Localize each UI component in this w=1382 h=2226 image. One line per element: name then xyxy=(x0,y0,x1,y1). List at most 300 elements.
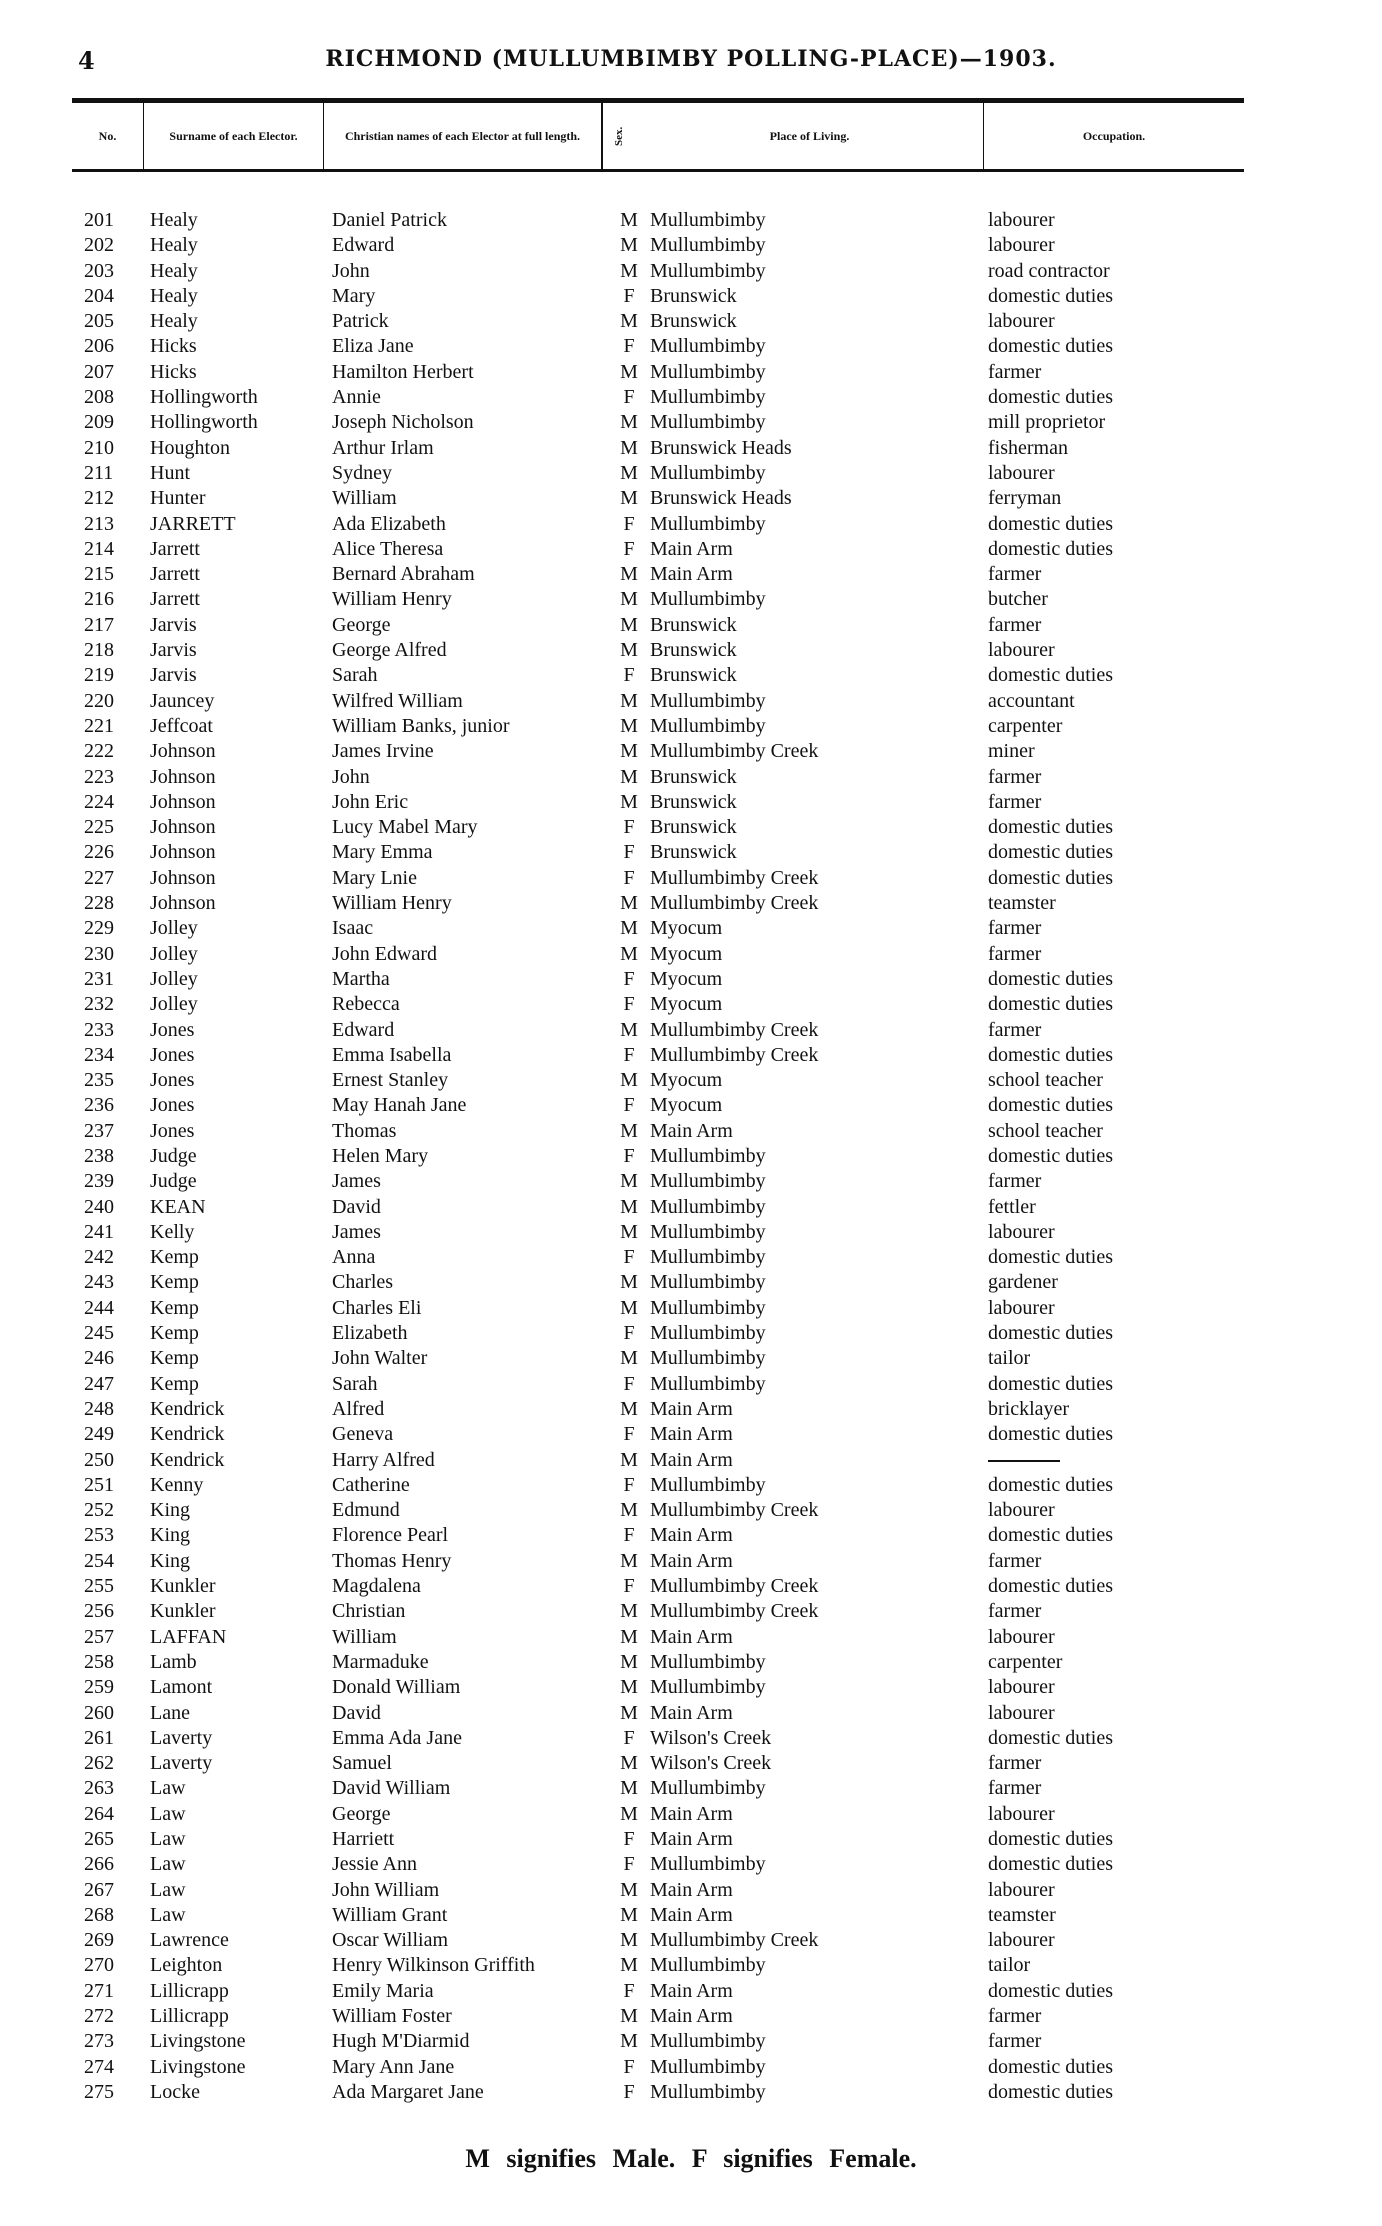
elector-number: 205 xyxy=(84,310,114,333)
elector-place: Wilson's Creek xyxy=(650,1726,772,1749)
elector-surname: Jolley xyxy=(150,993,198,1016)
elector-christian-names: Emma Ada Jane xyxy=(332,1726,462,1749)
elector-surname: Healy xyxy=(150,284,198,307)
elector-surname: Johnson xyxy=(150,816,216,839)
elector-occupation: farmer xyxy=(988,563,1042,586)
elector-christian-names: George xyxy=(332,613,391,636)
elector-occupation: labourer xyxy=(988,1676,1055,1699)
elector-sex: M xyxy=(620,1903,638,1926)
elector-surname: Lamont xyxy=(150,1676,213,1699)
elector-occupation: farmer xyxy=(988,790,1042,813)
elector-christian-names: Oscar William xyxy=(332,1929,449,1952)
elector-sex: M xyxy=(620,1018,638,1041)
elector-number: 226 xyxy=(84,841,114,864)
elector-row xyxy=(0,689,1382,714)
elector-surname: Law xyxy=(150,1802,186,1825)
elector-number: 210 xyxy=(84,436,114,459)
elector-sex: M xyxy=(620,714,638,737)
elector-sex: M xyxy=(620,1650,638,1673)
elector-sex: F xyxy=(623,1372,635,1395)
elector-place: Mullumbimby xyxy=(650,689,766,712)
elector-place: Mullumbimby xyxy=(650,1170,766,1193)
elector-christian-names: George Alfred xyxy=(332,639,447,662)
elector-sex: F xyxy=(623,537,635,560)
elector-surname: Judge xyxy=(150,1144,197,1167)
elector-row xyxy=(0,1346,1382,1371)
elector-number: 222 xyxy=(84,740,114,763)
elector-occupation: domestic duties xyxy=(988,1246,1113,1269)
elector-row xyxy=(0,1878,1382,1903)
elector-place: Main Arm xyxy=(650,1423,733,1446)
elector-row xyxy=(0,309,1382,334)
elector-christian-names: Harry Alfred xyxy=(332,1448,435,1471)
elector-occupation: farmer xyxy=(988,942,1042,965)
elector-row xyxy=(0,208,1382,233)
elector-row xyxy=(0,1523,1382,1548)
elector-number: 225 xyxy=(84,816,114,839)
elector-christian-names: Daniel Patrick xyxy=(332,209,447,231)
elector-christian-names: George xyxy=(332,1802,391,1825)
elector-place: Main Arm xyxy=(650,537,733,560)
elector-occupation: farmer xyxy=(988,360,1042,383)
elector-place: Mullumbimby xyxy=(650,1372,766,1395)
elector-surname: Jolley xyxy=(150,917,198,940)
elector-number: 250 xyxy=(84,1448,114,1471)
elector-place: Brunswick xyxy=(650,841,737,864)
elector-number: 227 xyxy=(84,866,114,889)
elector-row xyxy=(0,1802,1382,1827)
elector-christian-names: Ada Elizabeth xyxy=(332,512,446,535)
elector-row xyxy=(0,1422,1382,1447)
elector-number: 255 xyxy=(84,1575,114,1598)
elector-place: Main Arm xyxy=(650,1448,733,1471)
elector-occupation: labourer xyxy=(988,209,1055,231)
elector-occupation: domestic duties xyxy=(988,1043,1113,1066)
page-title: RICHMOND (MULLUMBIMBY POLLING-PLACE)—1903. xyxy=(325,46,1057,72)
elector-surname: Johnson xyxy=(150,892,216,915)
elector-row xyxy=(0,410,1382,435)
elector-number: 253 xyxy=(84,1524,114,1547)
elector-number: 203 xyxy=(84,259,114,282)
elector-place: Main Arm xyxy=(650,1828,733,1850)
elector-christian-names: Wilfred William xyxy=(332,689,463,712)
elector-number: 258 xyxy=(84,1650,114,1673)
elector-row xyxy=(0,815,1382,840)
elector-sex: M xyxy=(620,1271,638,1294)
elector-surname: Hollingworth xyxy=(150,386,258,409)
elector-christian-names: Annie xyxy=(332,386,381,409)
elector-sex: M xyxy=(620,2005,638,2028)
elector-row xyxy=(0,790,1382,815)
elector-row xyxy=(0,587,1382,612)
elector-surname: Kemp xyxy=(150,1271,199,1294)
elector-surname: Lane xyxy=(150,1701,190,1724)
elector-occupation: domestic duties xyxy=(988,1828,1113,1850)
elector-christian-names: Geneva xyxy=(332,1423,394,1446)
elector-place: Mullumbimby xyxy=(650,335,766,358)
elector-sex: M xyxy=(620,613,638,636)
elector-surname: Jarrett xyxy=(150,588,200,611)
elector-place: Main Arm xyxy=(650,563,733,586)
elector-occupation: school teacher xyxy=(988,1069,1103,1092)
elector-occupation: farmer xyxy=(988,1018,1042,1041)
elector-place: Mullumbimby xyxy=(650,2055,766,2078)
elector-sex: M xyxy=(620,461,638,484)
elector-number: 265 xyxy=(84,1828,114,1850)
elector-place: Mullumbimby Creek xyxy=(650,866,819,889)
elector-row xyxy=(0,638,1382,663)
column-header-sex: Sex. xyxy=(602,103,636,169)
elector-occupation: domestic duties xyxy=(988,1423,1113,1446)
elector-sex: M xyxy=(620,563,638,586)
elector-number: 208 xyxy=(84,386,114,409)
elector-place: Mullumbimby xyxy=(650,2030,766,2053)
blank-occupation-rule xyxy=(988,1460,1060,1462)
elector-surname: JARRETT xyxy=(150,512,236,535)
elector-christian-names: John Walter xyxy=(332,1347,428,1370)
elector-number: 246 xyxy=(84,1347,114,1370)
elector-christian-names: Hugh M'Diarmid xyxy=(332,2030,470,2053)
elector-sex: M xyxy=(620,436,638,459)
elector-occupation: farmer xyxy=(988,2030,1042,2053)
elector-number: 261 xyxy=(84,1726,114,1749)
elector-row xyxy=(0,967,1382,992)
elector-number: 272 xyxy=(84,2005,114,2028)
elector-surname: Kendrick xyxy=(150,1423,225,1446)
elector-surname: Kelly xyxy=(150,1220,195,1243)
elector-place: Main Arm xyxy=(650,1524,733,1547)
elector-surname: Law xyxy=(150,1828,186,1850)
elector-place: Wilson's Creek xyxy=(650,1752,772,1775)
elector-place: Mullumbimby Creek xyxy=(650,1575,819,1598)
elector-number: 224 xyxy=(84,790,114,813)
elector-occupation: labourer xyxy=(988,1802,1055,1825)
elector-number: 213 xyxy=(84,512,114,535)
elector-christian-names: Eliza Jane xyxy=(332,335,414,358)
elector-occupation: domestic duties xyxy=(988,537,1113,560)
elector-number: 201 xyxy=(84,209,114,231)
elector-sex: M xyxy=(620,209,638,231)
elector-surname: Law xyxy=(150,1777,186,1800)
elector-row xyxy=(0,1498,1382,1523)
elector-christian-names: Samuel xyxy=(332,1752,392,1775)
elector-sex: F xyxy=(623,512,635,535)
elector-row xyxy=(0,1397,1382,1422)
elector-number: 236 xyxy=(84,1094,114,1117)
elector-surname: Jones xyxy=(150,1069,195,1092)
elector-christian-names: William Foster xyxy=(332,2005,452,2028)
elector-christian-names: Magdalena xyxy=(332,1575,421,1598)
elector-occupation: farmer xyxy=(988,1600,1042,1623)
elector-row xyxy=(0,360,1382,385)
elector-christian-names: Thomas Henry xyxy=(332,1549,452,1572)
elector-place: Brunswick xyxy=(650,284,737,307)
elector-occupation: teamster xyxy=(988,892,1056,915)
elector-row xyxy=(0,1726,1382,1751)
elector-number: 251 xyxy=(84,1473,114,1496)
elector-occupation: domestic duties xyxy=(988,841,1113,864)
elector-occupation: domestic duties xyxy=(988,866,1113,889)
elector-place: Mullumbimby xyxy=(650,1676,766,1699)
elector-row xyxy=(0,1018,1382,1043)
elector-place: Mullumbimby xyxy=(650,360,766,383)
elector-christian-names: Elizabeth xyxy=(332,1322,408,1345)
elector-surname: Kendrick xyxy=(150,1448,225,1471)
elector-row xyxy=(0,461,1382,486)
column-header-christian-names: Christian names of each Elector at full length. xyxy=(324,103,602,169)
elector-sex: M xyxy=(620,917,638,940)
elector-place: Myocum xyxy=(650,917,723,940)
elector-surname: Judge xyxy=(150,1170,197,1193)
elector-number: 242 xyxy=(84,1246,114,1269)
elector-row xyxy=(0,1119,1382,1144)
elector-surname: Livingstone xyxy=(150,2030,246,2053)
elector-christian-names: Florence Pearl xyxy=(332,1524,449,1547)
elector-row xyxy=(0,1270,1382,1295)
elector-place: Mullumbimby xyxy=(650,2080,766,2103)
elector-number: 218 xyxy=(84,639,114,662)
elector-row xyxy=(0,840,1382,865)
elector-place: Brunswick xyxy=(650,816,737,839)
elector-row xyxy=(0,866,1382,891)
elector-place: Mullumbimby Creek xyxy=(650,740,819,763)
elector-sex: F xyxy=(623,1473,635,1496)
elector-place: Main Arm xyxy=(650,1701,733,1724)
elector-number: 211 xyxy=(84,461,114,484)
elector-surname: Jarrett xyxy=(150,537,200,560)
elector-occupation: gardener xyxy=(988,1271,1058,1294)
elector-place: Mullumbimby xyxy=(650,1220,766,1243)
elector-christian-names: John William xyxy=(332,1878,440,1901)
elector-occupation: bricklayer xyxy=(988,1397,1070,1420)
elector-place: Main Arm xyxy=(650,1878,733,1901)
elector-occupation: butcher xyxy=(988,588,1048,611)
elector-number: 206 xyxy=(84,335,114,358)
elector-number: 202 xyxy=(84,234,114,257)
elector-number: 260 xyxy=(84,1701,114,1724)
elector-place: Mullumbimby xyxy=(650,714,766,737)
elector-surname: Kunkler xyxy=(150,1600,216,1623)
elector-place: Brunswick Heads xyxy=(650,487,792,510)
elector-place: Main Arm xyxy=(650,1119,733,1142)
elector-christian-names: Anna xyxy=(332,1246,376,1269)
elector-sex: M xyxy=(620,1549,638,1572)
elector-number: 243 xyxy=(84,1271,114,1294)
elector-christian-names: John Edward xyxy=(332,942,437,965)
elector-surname: Healy xyxy=(150,234,198,257)
elector-christian-names: Lucy Mabel Mary xyxy=(332,816,478,839)
elector-place: Myocum xyxy=(650,942,723,965)
elector-surname: Laverty xyxy=(150,1752,213,1775)
elector-surname: Jones xyxy=(150,1094,195,1117)
elector-number: 238 xyxy=(84,1144,114,1167)
elector-occupation: labourer xyxy=(988,234,1055,257)
elector-surname: Hollingworth xyxy=(150,411,258,434)
elector-number: 244 xyxy=(84,1296,114,1319)
elector-christian-names: May Hanah Jane xyxy=(332,1094,467,1117)
elector-row xyxy=(0,1903,1382,1928)
elector-number: 274 xyxy=(84,2055,114,2078)
elector-occupation: domestic duties xyxy=(988,1322,1113,1345)
elector-number: 271 xyxy=(84,1979,114,2002)
elector-christian-names: Mary Lnie xyxy=(332,866,417,889)
elector-sex: M xyxy=(620,2030,638,2053)
elector-surname: Johnson xyxy=(150,841,216,864)
elector-sex: F xyxy=(623,1423,635,1446)
elector-surname: King xyxy=(150,1524,190,1547)
elector-sex: M xyxy=(620,1448,638,1471)
elector-occupation: miner xyxy=(988,740,1035,763)
elector-christian-names: Alfred xyxy=(332,1397,385,1420)
elector-number: 266 xyxy=(84,1853,114,1876)
elector-place: Brunswick xyxy=(650,613,737,636)
elector-row xyxy=(0,663,1382,688)
elector-number: 245 xyxy=(84,1322,114,1345)
elector-occupation: ferryman xyxy=(988,487,1062,510)
elector-sex: M xyxy=(620,1347,638,1370)
elector-place: Mullumbimby xyxy=(650,411,766,434)
elector-row xyxy=(0,2029,1382,2054)
elector-number: 259 xyxy=(84,1676,114,1699)
elector-surname: Jones xyxy=(150,1018,195,1041)
elector-christian-names: Marmaduke xyxy=(332,1650,429,1673)
elector-occupation: farmer xyxy=(988,917,1042,940)
elector-number: 231 xyxy=(84,967,114,990)
elector-occupation: teamster xyxy=(988,1903,1056,1926)
elector-sex: M xyxy=(620,1929,638,1952)
elector-christian-names: Joseph Nicholson xyxy=(332,411,474,434)
elector-row xyxy=(0,891,1382,916)
elector-surname: Lawrence xyxy=(150,1929,229,1952)
elector-christian-names: Edward xyxy=(332,1018,395,1041)
elector-sex: F xyxy=(623,1726,635,1749)
elector-place: Brunswick Heads xyxy=(650,436,792,459)
elector-surname: LAFFAN xyxy=(150,1625,227,1648)
elector-number: 241 xyxy=(84,1220,114,1243)
elector-place: Mullumbimby Creek xyxy=(650,1929,819,1952)
elector-number: 209 xyxy=(84,411,114,434)
elector-number: 204 xyxy=(84,284,114,307)
elector-sex: M xyxy=(620,790,638,813)
elector-occupation xyxy=(988,1448,1060,1473)
elector-row xyxy=(0,1473,1382,1498)
elector-christian-names: James xyxy=(332,1170,381,1193)
column-header-place: Place of Living. xyxy=(636,103,984,169)
elector-sex: F xyxy=(623,1043,635,1066)
elector-number: 275 xyxy=(84,2080,114,2103)
elector-occupation: road contractor xyxy=(988,259,1110,282)
elector-occupation: domestic duties xyxy=(988,2055,1113,2078)
elector-place: Main Arm xyxy=(650,2005,733,2028)
elector-row xyxy=(0,1093,1382,1118)
elector-place: Mullumbimby Creek xyxy=(650,1499,819,1522)
elector-surname: Jones xyxy=(150,1119,195,1142)
elector-number: 263 xyxy=(84,1777,114,1800)
elector-sex: F xyxy=(623,664,635,687)
elector-christian-names: Martha xyxy=(332,967,390,990)
elector-number: 247 xyxy=(84,1372,114,1395)
elector-place: Mullumbimby xyxy=(650,1347,766,1370)
elector-row xyxy=(0,2004,1382,2029)
elector-place: Main Arm xyxy=(650,1549,733,1572)
elector-sex: M xyxy=(620,360,638,383)
elector-christian-names: Thomas xyxy=(332,1119,397,1142)
elector-place: Mullumbimby xyxy=(650,1322,766,1345)
elector-number: 240 xyxy=(84,1195,114,1218)
elector-occupation: domestic duties xyxy=(988,1853,1113,1876)
elector-occupation: domestic duties xyxy=(988,1372,1113,1395)
elector-sex: F xyxy=(623,284,635,307)
elector-place: Mullumbimby xyxy=(650,1271,766,1294)
elector-occupation: domestic duties xyxy=(988,1473,1113,1496)
elector-row xyxy=(0,1979,1382,2004)
elector-surname: Jarvis xyxy=(150,613,197,636)
elector-surname: Kemp xyxy=(150,1246,199,1269)
elector-occupation: labourer xyxy=(988,310,1055,333)
elector-christian-names: James Irvine xyxy=(332,740,434,763)
elector-sex: M xyxy=(620,1802,638,1825)
elector-occupation: carpenter xyxy=(988,714,1063,737)
elector-occupation: farmer xyxy=(988,1170,1042,1193)
elector-place: Mullumbimby Creek xyxy=(650,1018,819,1041)
elector-christian-names: Christian xyxy=(332,1600,406,1623)
elector-place: Mullumbimby xyxy=(650,588,766,611)
elector-christian-names: Bernard Abraham xyxy=(332,563,475,586)
elector-row xyxy=(0,334,1382,359)
elector-surname: King xyxy=(150,1549,190,1572)
elector-row xyxy=(0,992,1382,1017)
elector-place: Mullumbimby xyxy=(650,1296,766,1319)
elector-number: 249 xyxy=(84,1423,114,1446)
elector-occupation: domestic duties xyxy=(988,1094,1113,1117)
elector-row xyxy=(0,916,1382,941)
elector-christian-names: Catherine xyxy=(332,1473,410,1496)
elector-place: Mullumbimby xyxy=(650,1195,766,1218)
elector-row xyxy=(0,1245,1382,1270)
elector-surname: King xyxy=(150,1499,190,1522)
elector-row xyxy=(0,284,1382,309)
elector-surname: Jolley xyxy=(150,942,198,965)
elector-occupation: domestic duties xyxy=(988,284,1113,307)
elector-occupation: labourer xyxy=(988,1701,1055,1724)
elector-surname: Laverty xyxy=(150,1726,213,1749)
elector-surname: Lamb xyxy=(150,1650,197,1673)
elector-number: 269 xyxy=(84,1929,114,1952)
elector-sex: F xyxy=(623,967,635,990)
elector-occupation: labourer xyxy=(988,1220,1055,1243)
elector-sex: F xyxy=(623,1979,635,2002)
elector-christian-names: William Henry xyxy=(332,588,452,611)
elector-surname: Kemp xyxy=(150,1296,199,1319)
elector-row xyxy=(0,1321,1382,1346)
elector-occupation: domestic duties xyxy=(988,386,1113,409)
elector-christian-names: John xyxy=(332,259,370,282)
elector-number: 230 xyxy=(84,942,114,965)
elector-christian-names: David xyxy=(332,1195,381,1218)
elector-christian-names: Emma Isabella xyxy=(332,1043,452,1066)
elector-surname: Healy xyxy=(150,310,198,333)
elector-place: Myocum xyxy=(650,993,723,1016)
elector-row xyxy=(0,385,1382,410)
elector-number: 252 xyxy=(84,1499,114,1522)
elector-christian-names: Charles Eli xyxy=(332,1296,422,1319)
elector-sex: F xyxy=(623,2055,635,2078)
elector-christian-names: David xyxy=(332,1701,381,1724)
elector-christian-names: Ernest Stanley xyxy=(332,1069,449,1092)
elector-row xyxy=(0,1549,1382,1574)
elector-occupation: tailor xyxy=(988,1347,1031,1370)
elector-row xyxy=(0,1068,1382,1093)
